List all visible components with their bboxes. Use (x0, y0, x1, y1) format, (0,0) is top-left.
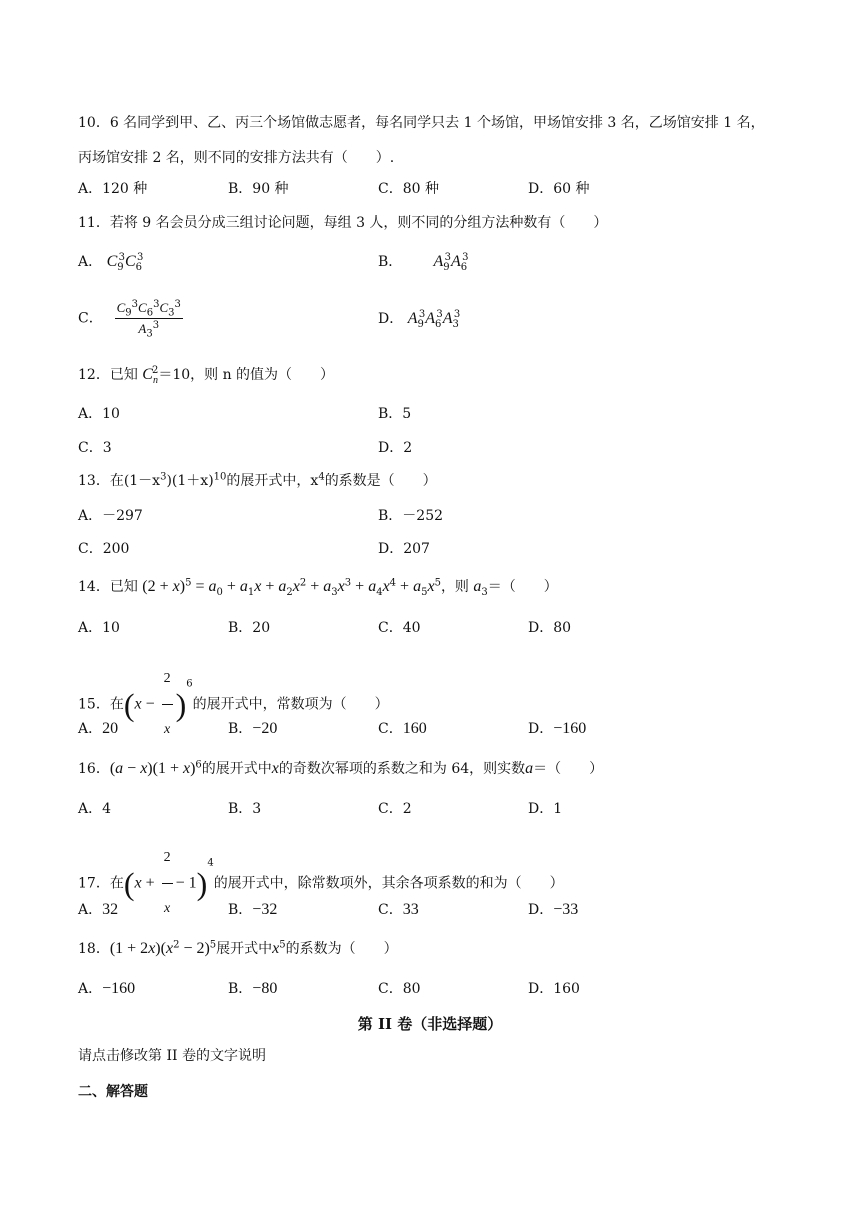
q16-stem-prefix: 16． (78, 761, 110, 777)
q17-stem: 17．在(x + $\frac{2}{x}$ − 1)$^4$的展开式中，除常数项外，其余各项系数的和为（ ） (78, 834, 564, 882)
q16-option-a: A．4 (78, 801, 112, 817)
q16-option-c: C．2 (378, 801, 412, 817)
q14-stem-mid: ，则 (440, 579, 469, 595)
q16-option-b: B．3 (228, 801, 262, 817)
q16-stem: 16．$(a - x)(1 + x)^6$的展开式中x的奇数次幂项的系数之和为 64，则实数a＝（ ） (78, 759, 604, 777)
q14-stem-prefix: 14．已知 (78, 579, 138, 595)
q16-stem-mid2: 的奇数次幂项的系数之和为 64，则实数 (278, 761, 526, 777)
q12-stem-suffix: ＝10，则 n 的值为（ ） (158, 367, 335, 383)
q15-option-d: D．−160 (528, 720, 587, 737)
q18-options (78, 980, 580, 998)
q17-stem-suffix: 的展开式中，除常数项外，其余各项系数的和为（ ） (213, 875, 564, 892)
q17-option-a: A．32 (78, 901, 119, 918)
q15-stem: 15．在(x − $\frac{2}{x}$ )$^6$的展开式中，常数项为（ ） (78, 655, 389, 703)
q12-option-a: A．10 (78, 406, 120, 422)
q14-option-c: C．40 (378, 620, 421, 636)
q15-stem-suffix: 的展开式中，常数项为（ ） (192, 696, 389, 713)
q13-option-d: D．207 (378, 541, 430, 557)
q14-options (78, 619, 571, 637)
q10-option-c: C．80 种 (378, 181, 439, 197)
q11-fraction: $\frac{C_9^3C_6^3C_3^3}{A_3^3}$ (116, 299, 181, 340)
q15-stem-prefix: 15．在 (78, 696, 124, 713)
q18-option-b: B．−80 (228, 980, 278, 997)
q11-option-d: D． $A_9^3A_6^3A_3^3$ (378, 309, 461, 330)
q12-stem: 12．已知 $C_n^2=10$，则 n 的值为（ ） (78, 365, 335, 386)
q17-options (78, 901, 578, 919)
q17-stem-prefix: 17．在 (78, 875, 124, 892)
q15-options (78, 720, 586, 738)
q10-option-a: A．120 种 (78, 181, 148, 197)
q16-stem-suffix: ＝（ ） (533, 761, 604, 777)
q13-option-a: A．－297 (78, 508, 143, 524)
q15-option-b: B．−20 (228, 720, 278, 737)
q18-option-c: C．80 (378, 981, 421, 997)
q14-option-a: A．10 (78, 620, 120, 636)
q12-option-c: C．3 (78, 440, 112, 456)
q18-stem-prefix: 18． (78, 941, 110, 957)
q12-stem-prefix: 12．已知 (78, 367, 138, 383)
section-heading: 二、解答题 (78, 1084, 148, 1100)
q10-option-d: D．60 种 (528, 181, 590, 197)
q13-stem: 13．在$(1-x^3)(1+x)^{10}$的展开式中，$x^4$的系数是（ ） (78, 471, 437, 489)
part2-title: 第 II 卷（非选择题） (357, 1015, 503, 1033)
q14-stem: 14．已知 $(2 + x)^5 = a_0 + a_1x + a_2x^2 + a_3x^3 + a_4x^4 + a_5x^5$，则 $a_3=$（ ） (78, 577, 558, 598)
q17-option-b: B．−32 (228, 901, 278, 918)
q11-stem: 11．若将 9 名会员分成三组讨论问题，每组 3 人，则不同的分组方法种数有（ ） (78, 215, 608, 231)
q18-stem-mid: 展开式中 (216, 941, 273, 957)
q11-option-b: B． $A_9^3A_6^3$ (378, 252, 469, 273)
q13-option-c: C．200 (78, 541, 130, 557)
q10-options (78, 180, 590, 198)
q18-option-a: A．−160 (78, 980, 136, 997)
q16-stem-mid1: 的展开式中 (201, 761, 272, 777)
q15-option-c: C．160 (378, 720, 427, 737)
q12-option-d: D．2 (378, 440, 413, 456)
q15-option-a: A．20 (78, 720, 119, 737)
q12-option-b: B．5 (378, 406, 412, 422)
part2-note: 请点击修改第 II 卷的文字说明 (78, 1048, 266, 1064)
q18-stem-suffix: 的系数为（ ） (285, 941, 398, 957)
q14-option-b: B．20 (228, 620, 271, 636)
q11-option-c: C． $\frac{C_9^3C_6^3C_3^3}{A_3^3}$ (78, 299, 181, 340)
q14-option-d: D．80 (528, 620, 572, 636)
q17-option-c: C．33 (378, 901, 419, 918)
q16-option-d: D．1 (528, 801, 563, 817)
q18-stem: 18．$(1 + 2x)(x^2 - 2)^5$展开式中$x^5$的系数为（ ） (78, 939, 398, 957)
q10-stem-line1: 10．6 名同学到甲、乙、丙三个场馆做志愿者，每名同学只去 1 个场馆，甲场馆安排 3 名，乙场馆安排 1 名， (78, 115, 765, 131)
q16-options (78, 800, 562, 818)
q13-stem-suffix: 的系数是（ ） (324, 473, 437, 489)
q17-option-d: D．−33 (528, 901, 579, 918)
q13-stem-prefix: 13．在(1－x (78, 473, 161, 489)
q13-option-b: B．－252 (378, 508, 444, 524)
q18-option-d: D．160 (528, 981, 580, 997)
q11-option-a: A． $C_9^3C_6^3$ (78, 252, 144, 273)
q10-stem-line2: 丙场馆安排 2 名，则不同的安排方法共有（ ）. (78, 150, 395, 166)
q14-stem-suffix: ＝（ ） (487, 579, 558, 595)
q10-option-b: B．90 种 (228, 181, 289, 197)
